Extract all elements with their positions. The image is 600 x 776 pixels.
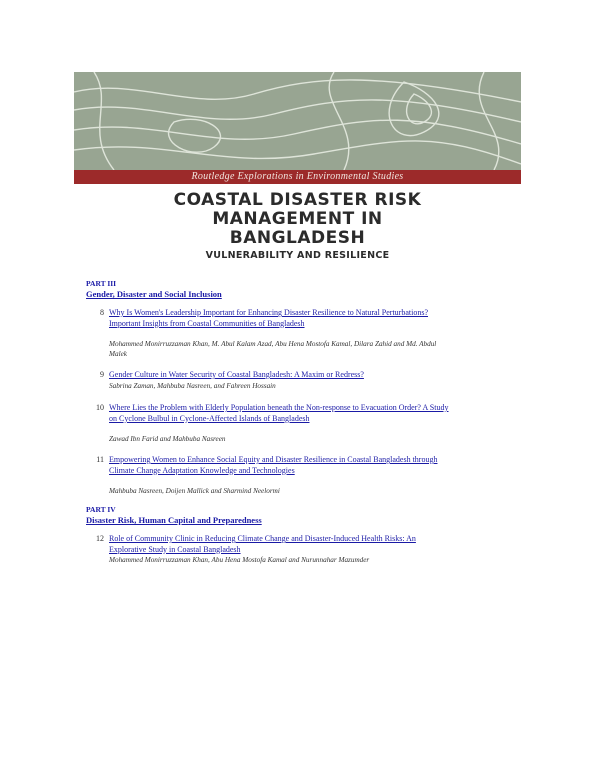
- chapter-authors: Mohammed Monirruzzaman Khan, M. Abul Kalam Azad, Abu Hena Mostofa Kamal, Dilara Zahid and Md. Abdul Malek: [109, 340, 437, 358]
- chapter-link[interactable]: Role of Community Clinic in Reducing Climate Change and Disaster-Induced Health Risks: An Explorative Study in Coastal Bangladesh: [109, 534, 416, 554]
- chapter-link[interactable]: Where Lies the Problem with Elderly Population beneath the Non-response to Evacuation Order? A Study on Cyclone Bulbul in Cyclone-Affected Islands of Bangladesh: [109, 403, 449, 423]
- part-number: PART III: [86, 279, 117, 288]
- chapter-authors: Mohammed Monirruzzaman Khan, Abu Hena Mostofa Kamal and Nurunnahar Mazumder: [109, 556, 370, 564]
- series-banner: Routledge Explorations in Environmental Studies: [74, 170, 521, 184]
- contour-pattern: [74, 72, 521, 170]
- chapter-authors: Zawad Ibn Farid and Mahbuba Nasreen: [109, 435, 226, 443]
- part-title[interactable]: Disaster Risk, Human Capital and Preparedness: [86, 515, 262, 525]
- chapter-number: 8: [100, 308, 104, 317]
- chapter-link[interactable]: Gender Culture in Water Security of Coastal Bangladesh: A Maxim or Redress?: [109, 370, 364, 379]
- book-subtitle: VULNERABILITY AND RESILIENCE: [205, 250, 390, 261]
- part-title[interactable]: Gender, Disaster and Social Inclusion: [86, 289, 222, 299]
- chapter-number: 9: [100, 370, 104, 379]
- chapter-authors: Sabrina Zaman, Mahbuba Nasreen, and Fahreen Hossain: [109, 382, 276, 390]
- title-line: BANGLADESH: [229, 228, 366, 248]
- cover-artwork: [74, 72, 521, 170]
- title-line: MANAGEMENT IN: [212, 209, 383, 229]
- chapter-authors: Mahbuba Nasreen, Doijen Mallick and Sharmind Neelormi: [109, 487, 280, 495]
- chapter-link[interactable]: Why Is Women's Leadership Important for Enhancing Disaster Resilience to Natural Perturbations? Important Insights from Coastal Communities of Bangladesh: [109, 308, 429, 328]
- chapter-number: 10: [96, 403, 104, 412]
- chapter-link[interactable]: Empowering Women to Enhance Social Equity and Disaster Resilience in Coastal Bangladesh through Climate Change Adaptation Knowledge and Technologies: [109, 455, 438, 475]
- title-line: COASTAL DISASTER RISK: [173, 190, 422, 210]
- chapter-number: 11: [96, 455, 104, 464]
- book-title: [74, 191, 521, 248]
- chapter-number: 12: [96, 534, 104, 543]
- part-number: PART IV: [86, 505, 116, 514]
